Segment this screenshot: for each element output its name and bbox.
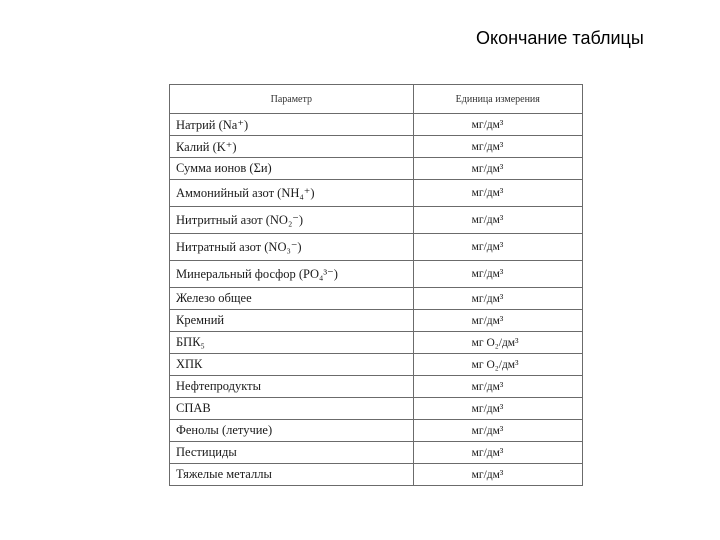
row-unit: мг O₂/дм³: [413, 332, 582, 354]
table-row: [170, 207, 583, 234]
table-row: [170, 332, 583, 354]
row-parameter: Калий (K⁺): [170, 136, 414, 158]
row-unit: мг/дм³: [413, 136, 582, 158]
table-row: [170, 442, 583, 464]
row-unit: мг/дм³: [413, 234, 582, 261]
row-parameter: Железо общее: [170, 288, 414, 310]
header-parameter: Параметр: [170, 85, 414, 114]
row-unit: мг/дм³: [413, 464, 582, 486]
row-parameter: Кремний: [170, 310, 414, 332]
row-parameter: Нитратный азот (NO₃⁻): [170, 234, 414, 261]
table-row: [170, 398, 583, 420]
row-unit: мг/дм³: [413, 376, 582, 398]
row-unit: мг/дм³: [413, 158, 582, 180]
row-parameter: Пестициды: [170, 442, 414, 464]
row-parameter: Нитритный азот (NO₂⁻): [170, 207, 414, 234]
row-parameter: Тяжелые металлы: [170, 464, 414, 486]
row-parameter: Нефтепродукты: [170, 376, 414, 398]
row-unit: мг/дм³: [413, 420, 582, 442]
row-unit: мг O₂/дм³: [413, 354, 582, 376]
row-unit: мг/дм³: [413, 288, 582, 310]
row-unit: мг/дм³: [413, 261, 582, 288]
row-parameter: Фенолы (летучие): [170, 420, 414, 442]
row-parameter: ХПК: [170, 354, 414, 376]
row-unit: мг/дм³: [413, 442, 582, 464]
row-unit: мг/дм³: [413, 180, 582, 207]
row-unit: мг/дм³: [413, 114, 582, 136]
table-row: [170, 354, 583, 376]
table-row: [170, 288, 583, 310]
table-row: [170, 136, 583, 158]
table-row: [170, 376, 583, 398]
row-parameter: Аммонийный азот (NH₄⁺): [170, 180, 414, 207]
row-parameter: Сумма ионов (Σи): [170, 158, 414, 180]
row-unit: мг/дм³: [413, 310, 582, 332]
row-unit: мг/дм³: [413, 207, 582, 234]
table-row: [170, 114, 583, 136]
table-row: [170, 464, 583, 486]
table-row: [170, 234, 583, 261]
slide-title: Окончание таблицы: [476, 28, 644, 48]
table-row: [170, 180, 583, 207]
table-row: [170, 158, 583, 180]
table-header-row: [170, 85, 583, 114]
row-unit: мг/дм³: [413, 398, 582, 420]
parameters-table: [169, 84, 583, 486]
row-parameter: Минеральный фосфор (PO₄³⁻): [170, 261, 414, 288]
table-row: [170, 420, 583, 442]
table-row: [170, 310, 583, 332]
table-row: [170, 261, 583, 288]
row-parameter: БПК₅: [170, 332, 414, 354]
header-unit: Единица измерения: [413, 85, 582, 114]
row-parameter: СПАВ: [170, 398, 414, 420]
row-parameter: Натрий (Na⁺): [170, 114, 414, 136]
